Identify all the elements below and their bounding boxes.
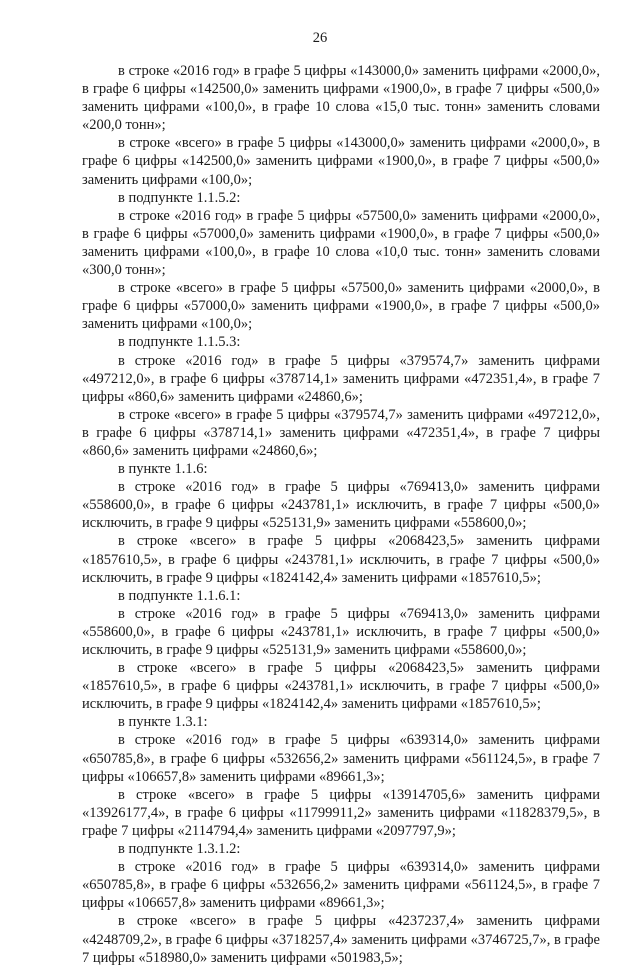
paragraph: в подпункте 1.1.6.1:	[118, 587, 241, 604]
paragraph: в подпункте 1.1.5.2:	[118, 189, 241, 206]
paragraph: в подпункте 1.1.5.3:	[118, 334, 241, 351]
document-body	[82, 62, 600, 967]
paragraph: в подпункте 1.3.1.2:	[118, 841, 241, 858]
paragraph: в пункте 1.3.1:	[118, 714, 208, 731]
paragraph: в строке «всего» в графе 5 цифры «4237237,4» заменить цифрами «4248709,2», в графе 6 цифры «3718257,4» заменить цифрами «3746725,7», в графе 7 цифры «518980,0» заменить цифрами «501983,5»;	[82, 913, 600, 966]
paragraph: в строке «всего» в графе 5 цифры «143000,0» заменить цифрами «2000,0», в графе 6 цифры «142500,0» заменить цифрами «1900,0», в графе 7 цифры «500,0» заменить цифрами «100,0»;	[82, 135, 600, 188]
paragraph: в строке «2016 год» в графе 5 цифры «769413,0» заменить цифрами «558600,0», в графе 6 цифры «243781,1» исключить, в графе 7 цифры «500,0» исключить, в графе 9 цифры «525131,9» заменить цифрами «558600,0»;	[82, 605, 600, 658]
page-number: 26	[312, 30, 328, 46]
paragraph: в строке «2016 год» в графе 5 цифры «57500,0» заменить цифрами «2000,0», в графе 6 цифры «57000,0» заменить цифрами «1900,0», в графе 7 цифры «500,0» заменить цифрами «100,0», в графе 10 слова «10,0 тыс. тонн» заменить словами «300,0 тонн»;	[82, 207, 600, 279]
paragraph: в пункте 1.1.6:	[118, 461, 208, 478]
paragraph: в строке «2016 год» в графе 5 цифры «639314,0» заменить цифрами «650785,8», в графе 6 цифры «532656,2» заменить цифрами «561124,5», в графе 7 цифры «106657,8» заменить цифрами «89661,3»;	[82, 732, 600, 785]
paragraph: в строке «2016 год» в графе 5 цифры «379574,7» заменить цифрами «497212,0», в графе 6 цифры «378714,1» заменить цифрами «472351,4», в графе 7 цифры «860,6» заменить цифрами «24860,6»;	[82, 352, 600, 405]
paragraph: в строке «всего» в графе 5 цифры «379574,7» заменить цифрами «497212,0», в графе 6 цифры «378714,1» заменить цифрами «472351,4», в графе 7 цифры «860,6» заменить цифрами «24860,6»;	[82, 406, 600, 459]
paragraph: в строке «всего» в графе 5 цифры «13914705,6» заменить цифрами «13926177,4», в графе 6 цифры «11799911,2» заменить цифрами «11828379,5», в графе 7 цифры «2114794,4» заменить цифрами «2097797,9»;	[82, 786, 600, 839]
paragraph: в строке «2016 год» в графе 5 цифры «639314,0» заменить цифрами «650785,8», в графе 6 цифры «532656,2» заменить цифрами «561124,5», в графе 7 цифры «106657,8» заменить цифрами «89661,3»;	[82, 859, 600, 912]
paragraph: в строке «всего» в графе 5 цифры «2068423,5» заменить цифрами «1857610,5», в графе 6 цифры «243781,1» исключить, в графе 7 цифры «500,0» исключить, в графе 9 цифры «1824142,4» заменить цифрами «1857610,5»;	[82, 533, 600, 586]
paragraph: в строке «всего» в графе 5 цифры «2068423,5» заменить цифрами «1857610,5», в графе 6 цифры «243781,1» исключить, в графе 7 цифры «500,0» исключить, в графе 9 цифры «1824142,4» заменить цифрами «1857610,5»;	[82, 660, 600, 713]
paragraph: в строке «2016 год» в графе 5 цифры «769413,0» заменить цифрами «558600,0», в графе 6 цифры «243781,1» исключить, в графе 7 цифры «500,0» исключить, в графе 9 цифры «525131,9» заменить цифрами «558600,0»;	[82, 479, 600, 532]
paragraph: в строке «всего» в графе 5 цифры «57500,0» заменить цифрами «2000,0», в графе 6 цифры «57000,0» заменить цифрами «1900,0», в графе 7 цифры «500,0» заменить цифрами «100,0»;	[82, 280, 600, 333]
paragraph: в строке «2016 год» в графе 5 цифры «143000,0» заменить цифрами «2000,0», в графе 6 цифры «142500,0» заменить цифрами «1900,0», в графе 7 цифры «500,0» заменить цифрами «100,0», в графе 10 слова «15,0 тыс. тонн» заменить словами «200,0 тонн»;	[82, 63, 600, 134]
